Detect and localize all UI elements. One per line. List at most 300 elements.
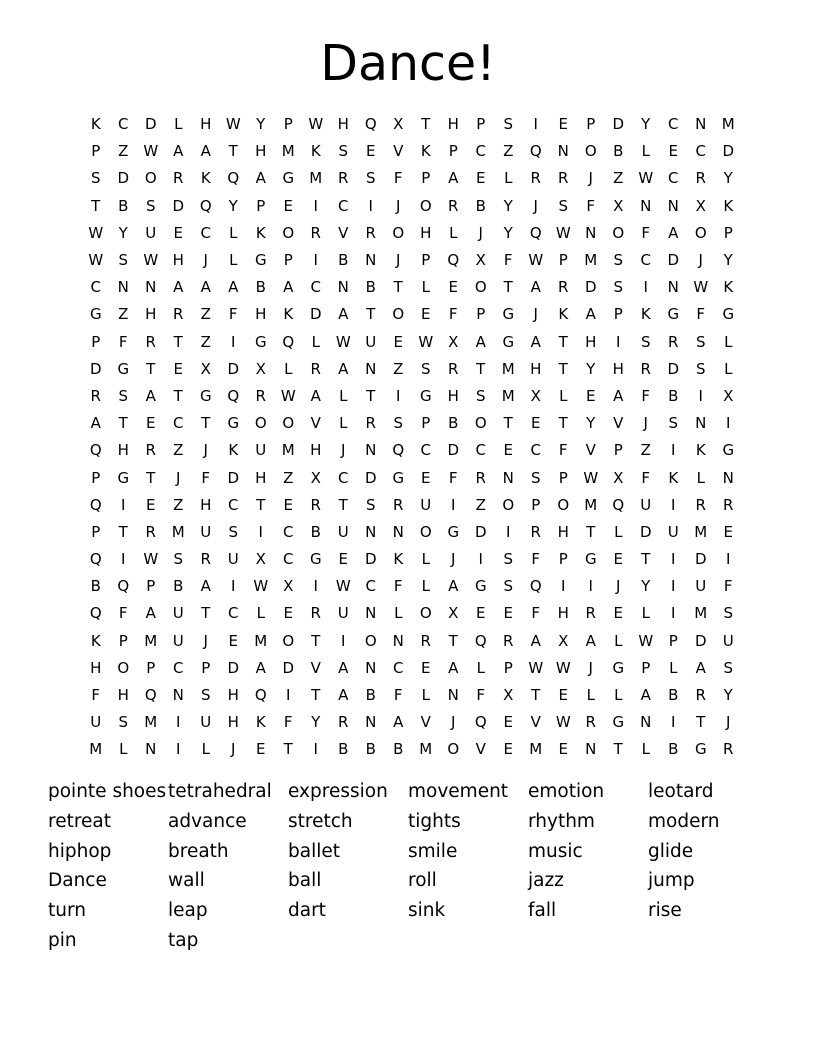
grid-letter: V [310, 414, 321, 433]
grid-letter: E [531, 414, 541, 433]
grid-letter: T [586, 522, 596, 541]
grid-letter: T [201, 604, 211, 623]
grid-letter: O [254, 414, 267, 433]
grid-letter: R [695, 495, 706, 514]
grid-letter: N [392, 631, 404, 650]
grid-row [82, 464, 742, 491]
grid-letter: L [311, 332, 320, 351]
grid-letter: B [255, 278, 266, 297]
grid-letter: B [90, 577, 101, 596]
grid-letter: R [365, 414, 376, 433]
grid-letter: R [695, 686, 706, 705]
grid-letter: T [366, 305, 376, 324]
grid-letter: E [503, 441, 513, 460]
grid-letter: L [201, 740, 210, 759]
grid-letter: L [614, 631, 623, 650]
grid-letter: R [695, 169, 706, 188]
grid-letter: L [421, 550, 430, 569]
grid-letter: L [229, 223, 238, 242]
grid-letter: D [364, 550, 377, 569]
grid-letter: J [203, 251, 208, 270]
grid-row [82, 165, 742, 192]
grid-letter: A [338, 658, 349, 677]
grid-letter: E [146, 495, 156, 514]
grid-letter: D [694, 631, 707, 650]
grid-letter: G [584, 550, 597, 569]
grid-letter: C [228, 604, 239, 623]
grid-letter: I [671, 604, 676, 623]
grid-letter: P [531, 495, 541, 514]
letter-grid [82, 111, 742, 764]
grid-letter: Q [529, 142, 542, 161]
grid-letter: I [478, 550, 483, 569]
grid-letter: T [476, 359, 486, 378]
grid-letter: U [145, 223, 157, 242]
grid-letter: S [338, 142, 349, 161]
grid-letter: Q [227, 169, 240, 188]
grid-letter: N [722, 468, 734, 487]
grid-letter: B [310, 522, 321, 541]
grid-letter: F [531, 604, 541, 623]
grid-letter: K [723, 278, 734, 297]
grid-letter: E [613, 550, 623, 569]
grid-letter: B [338, 740, 349, 759]
grid-letter: G [227, 414, 240, 433]
grid-letter: J [176, 468, 181, 487]
grid-letter: R [558, 278, 569, 297]
grid-letter: I [231, 577, 236, 596]
grid-letter: S [640, 332, 651, 351]
grid-letter: R [503, 631, 514, 650]
grid-letter: T [558, 359, 568, 378]
grid-letter: Z [200, 332, 211, 351]
grid-letter: T [558, 414, 568, 433]
grid-letter: A [338, 359, 349, 378]
grid-letter: O [474, 414, 487, 433]
grid-row [82, 492, 742, 519]
grid-letter: I [176, 740, 181, 759]
grid-letter: Z [173, 441, 184, 460]
grid-letter: I [616, 332, 621, 351]
grid-letter: J [451, 713, 456, 732]
grid-letter: D [117, 169, 130, 188]
grid-letter: R [310, 359, 321, 378]
grid-letter: P [558, 468, 568, 487]
grid-letter: T [146, 359, 156, 378]
grid-letter: X [448, 332, 459, 351]
grid-row [82, 519, 742, 546]
grid-letter: F [393, 169, 403, 188]
grid-letter: O [144, 169, 157, 188]
grid-letter: Q [89, 550, 102, 569]
grid-letter: P [613, 441, 623, 460]
grid-letter: M [694, 604, 708, 623]
grid-letter: L [586, 686, 595, 705]
grid-letter: F [393, 686, 403, 705]
grid-letter: Y [723, 251, 733, 270]
grid-letter: R [255, 386, 266, 405]
grid-letter: F [641, 468, 651, 487]
grid-letter: Q [392, 441, 405, 460]
grid-letter: W [693, 278, 709, 297]
grid-row [82, 628, 742, 655]
grid-letter: C [640, 251, 651, 270]
grid-letter: G [612, 713, 625, 732]
grid-letter: Q [89, 495, 102, 514]
grid-letter: I [286, 686, 291, 705]
grid-letter: D [89, 359, 102, 378]
grid-letter: H [447, 386, 459, 405]
grid-letter: N [145, 740, 157, 759]
grid-letter: Q [282, 332, 295, 351]
grid-letter: I [726, 550, 731, 569]
grid-letter: R [530, 522, 541, 541]
grid-letter: T [531, 686, 541, 705]
grid-letter: J [643, 414, 648, 433]
grid-letter: E [173, 359, 183, 378]
grid-letter: D [722, 142, 735, 161]
grid-letter: K [640, 305, 651, 324]
grid-letter: D [227, 658, 240, 677]
grid-letter: K [255, 223, 266, 242]
grid-letter: A [668, 223, 679, 242]
grid-letter: R [448, 196, 459, 215]
grid-letter: O [282, 631, 295, 650]
grid-letter: S [558, 196, 569, 215]
grid-row [82, 437, 742, 464]
grid-letter: P [723, 223, 733, 242]
grid-letter: A [393, 713, 404, 732]
grid-letter: F [476, 686, 486, 705]
grid-letter: O [419, 196, 432, 215]
word-list-item: tights [408, 810, 461, 832]
word-list-item: pointe shoes [48, 781, 167, 802]
grid-letter: E [448, 278, 458, 297]
grid-letter: Y [311, 713, 321, 732]
grid-letter: Z [200, 305, 211, 324]
grid-letter: K [228, 441, 239, 460]
grid-letter: N [585, 740, 597, 759]
grid-letter: B [365, 740, 376, 759]
grid-letter: A [448, 658, 459, 677]
grid-letter: W [143, 550, 159, 569]
grid-letter: I [313, 196, 318, 215]
grid-letter: W [88, 223, 104, 242]
grid-letter: C [668, 115, 679, 134]
grid-letter: X [448, 604, 459, 623]
grid-letter: K [420, 142, 431, 161]
grid-letter: S [695, 359, 706, 378]
grid-letter: W [528, 251, 544, 270]
grid-letter: I [671, 495, 676, 514]
grid-letter: P [558, 251, 568, 270]
grid-letter: H [227, 686, 239, 705]
grid-letter: Z [393, 359, 404, 378]
grid-letter: S [420, 359, 431, 378]
grid-letter: P [146, 658, 156, 677]
grid-letter: R [338, 713, 349, 732]
grid-letter: R [475, 468, 486, 487]
grid-letter: G [667, 305, 680, 324]
grid-letter: U [200, 713, 212, 732]
grid-letter: B [365, 278, 376, 297]
grid-letter: N [502, 468, 514, 487]
grid-letter: W [555, 658, 571, 677]
grid-letter: N [365, 359, 377, 378]
grid-letter: R [585, 713, 596, 732]
grid-letter: N [667, 278, 679, 297]
grid-letter: L [724, 359, 733, 378]
grid-letter: K [283, 305, 294, 324]
grid-letter: Z [118, 142, 129, 161]
grid-letter: J [478, 223, 483, 242]
grid-letter: C [173, 414, 184, 433]
grid-letter: S [723, 658, 734, 677]
grid-letter: J [616, 577, 621, 596]
grid-letter: S [200, 686, 211, 705]
grid-letter: E [586, 386, 596, 405]
grid-letter: W [638, 169, 654, 188]
grid-letter: S [668, 414, 679, 433]
grid-letter: M [529, 740, 543, 759]
word-list-item: wall [168, 870, 205, 892]
grid-letter: V [585, 441, 596, 460]
grid-letter: F [91, 686, 101, 705]
grid-letter: L [641, 604, 650, 623]
grid-letter: D [227, 359, 240, 378]
grid-letter: F [283, 713, 293, 732]
grid-letter: T [558, 332, 568, 351]
word-list-item: tap [168, 929, 199, 951]
grid-letter: E [476, 169, 486, 188]
grid-letter: X [558, 631, 569, 650]
grid-letter: U [172, 604, 184, 623]
grid-letter: G [117, 468, 130, 487]
grid-letter: P [586, 115, 596, 134]
grid-letter: L [229, 251, 238, 270]
grid-letter: J [396, 251, 401, 270]
grid-letter: H [117, 686, 129, 705]
grid-letter: P [558, 550, 568, 569]
grid-letter: D [309, 305, 322, 324]
grid-letter: K [393, 550, 404, 569]
grid-letter: L [421, 686, 430, 705]
grid-letter: N [557, 142, 569, 161]
grid-letter: F [696, 305, 706, 324]
grid-letter: V [613, 414, 624, 433]
grid-row [82, 301, 742, 328]
grid-letter: A [448, 577, 459, 596]
grid-letter: Q [117, 577, 130, 596]
word-list-item: Dance [48, 870, 107, 892]
grid-letter: A [338, 686, 349, 705]
grid-letter: O [419, 604, 432, 623]
grid-letter: V [338, 223, 349, 242]
grid-letter: A [640, 686, 651, 705]
grid-letter: K [90, 115, 101, 134]
grid-letter: W [253, 577, 269, 596]
grid-letter: O [282, 414, 295, 433]
grid-letter: R [558, 169, 569, 188]
grid-letter: Z [640, 441, 651, 460]
grid-letter: S [90, 169, 101, 188]
word-list-item: modern [648, 810, 720, 832]
grid-letter: G [722, 441, 735, 460]
grid-letter: M [281, 441, 295, 460]
grid-letter: F [641, 386, 651, 405]
grid-letter: Z [118, 305, 129, 324]
grid-letter: A [145, 604, 156, 623]
grid-letter: T [338, 495, 348, 514]
grid-letter: F [503, 251, 513, 270]
grid-letter: A [145, 386, 156, 405]
grid-letter: A [228, 278, 239, 297]
grid-letter: U [227, 550, 239, 569]
grid-letter: W [638, 631, 654, 650]
grid-letter: A [613, 386, 624, 405]
grid-letter: P [201, 658, 211, 677]
grid-letter: J [203, 441, 208, 460]
grid-row [82, 709, 742, 736]
grid-letter: R [338, 169, 349, 188]
grid-letter: Z [283, 468, 294, 487]
grid-letter: E [228, 631, 238, 650]
grid-letter: W [280, 386, 296, 405]
grid-letter: X [475, 251, 486, 270]
grid-letter: B [338, 251, 349, 270]
grid-letter: X [255, 550, 266, 569]
grid-letter: Y [118, 223, 128, 242]
grid-letter: A [173, 278, 184, 297]
grid-row [82, 682, 742, 709]
grid-letter: R [640, 359, 651, 378]
grid-letter: O [117, 658, 130, 677]
grid-letter: E [668, 142, 678, 161]
grid-letter: G [254, 332, 267, 351]
grid-letter: B [448, 414, 459, 433]
grid-row [82, 111, 742, 138]
grid-letter: E [421, 468, 431, 487]
grid-letter: U [200, 522, 212, 541]
grid-letter: H [530, 359, 542, 378]
grid-letter: N [337, 278, 349, 297]
grid-letter: M [419, 740, 433, 759]
grid-letter: I [643, 278, 648, 297]
grid-letter: N [365, 522, 377, 541]
grid-letter: A [475, 332, 486, 351]
grid-letter: W [143, 251, 159, 270]
grid-letter: H [447, 115, 459, 134]
grid-letter: L [174, 115, 183, 134]
grid-letter: Z [503, 142, 514, 161]
grid-letter: T [201, 414, 211, 433]
grid-letter: X [310, 468, 321, 487]
grid-letter: N [640, 713, 652, 732]
grid-letter: S [365, 169, 376, 188]
grid-letter: Q [474, 631, 487, 650]
grid-letter: F [531, 550, 541, 569]
grid-letter: T [118, 414, 128, 433]
grid-letter: T [256, 495, 266, 514]
grid-letter: S [613, 278, 624, 297]
grid-letter: M [501, 386, 515, 405]
grid-letter: J [451, 550, 456, 569]
grid-letter: X [613, 196, 624, 215]
grid-letter: K [558, 305, 569, 324]
grid-letter: E [476, 604, 486, 623]
grid-letter: S [173, 550, 184, 569]
grid-letter: A [338, 305, 349, 324]
grid-letter: H [337, 115, 349, 134]
grid-letter: L [476, 658, 485, 677]
grid-letter: M [254, 631, 268, 650]
grid-letter: O [502, 495, 515, 514]
word-list-item: retreat [48, 810, 112, 832]
grid-letter: F [118, 332, 128, 351]
grid-letter: I [533, 115, 538, 134]
word-list-item: jump [648, 870, 695, 892]
word-list-item: ballet [288, 840, 340, 862]
grid-letter: J [203, 631, 208, 650]
grid-letter: A [310, 386, 321, 405]
grid-letter: C [90, 278, 101, 297]
grid-letter: E [173, 223, 183, 242]
grid-letter: K [695, 441, 706, 460]
grid-letter: I [588, 577, 593, 596]
grid-row [82, 356, 742, 383]
grid-letter: T [641, 550, 651, 569]
grid-letter: B [613, 142, 624, 161]
grid-letter: H [255, 142, 267, 161]
grid-letter: T [118, 522, 128, 541]
grid-letter: T [91, 196, 101, 215]
grid-letter: C [338, 468, 349, 487]
grid-letter: C [310, 278, 321, 297]
grid-letter: E [366, 142, 376, 161]
grid-letter: B [173, 577, 184, 596]
grid-letter: S [118, 386, 129, 405]
grid-letter: T [146, 468, 156, 487]
grid-letter: W [225, 115, 241, 134]
grid-letter: G [474, 577, 487, 596]
grid-letter: S [145, 196, 156, 215]
grid-letter: X [200, 359, 211, 378]
grid-letter: F [558, 441, 568, 460]
grid-letter: J [231, 740, 236, 759]
grid-letter: I [506, 522, 511, 541]
grid-row [82, 138, 742, 165]
word-list-item: leap [168, 900, 208, 922]
grid-letter: S [503, 577, 514, 596]
grid-letter: X [695, 196, 706, 215]
grid-letter: L [559, 386, 568, 405]
grid-letter: D [584, 278, 597, 297]
grid-letter: P [91, 468, 101, 487]
grid-letter: S [118, 713, 129, 732]
grid-letter: W [555, 713, 571, 732]
grid-letter: J [341, 441, 346, 460]
grid-letter: L [669, 658, 678, 677]
grid-letter: L [421, 278, 430, 297]
grid-letter: D [667, 251, 680, 270]
grid-letter: I [561, 577, 566, 596]
grid-letter: I [258, 522, 263, 541]
grid-letter: Y [586, 414, 596, 433]
grid-letter: R [530, 169, 541, 188]
word-list-item: hiphop [48, 840, 112, 862]
grid-letter: G [89, 305, 102, 324]
grid-letter: R [448, 359, 459, 378]
